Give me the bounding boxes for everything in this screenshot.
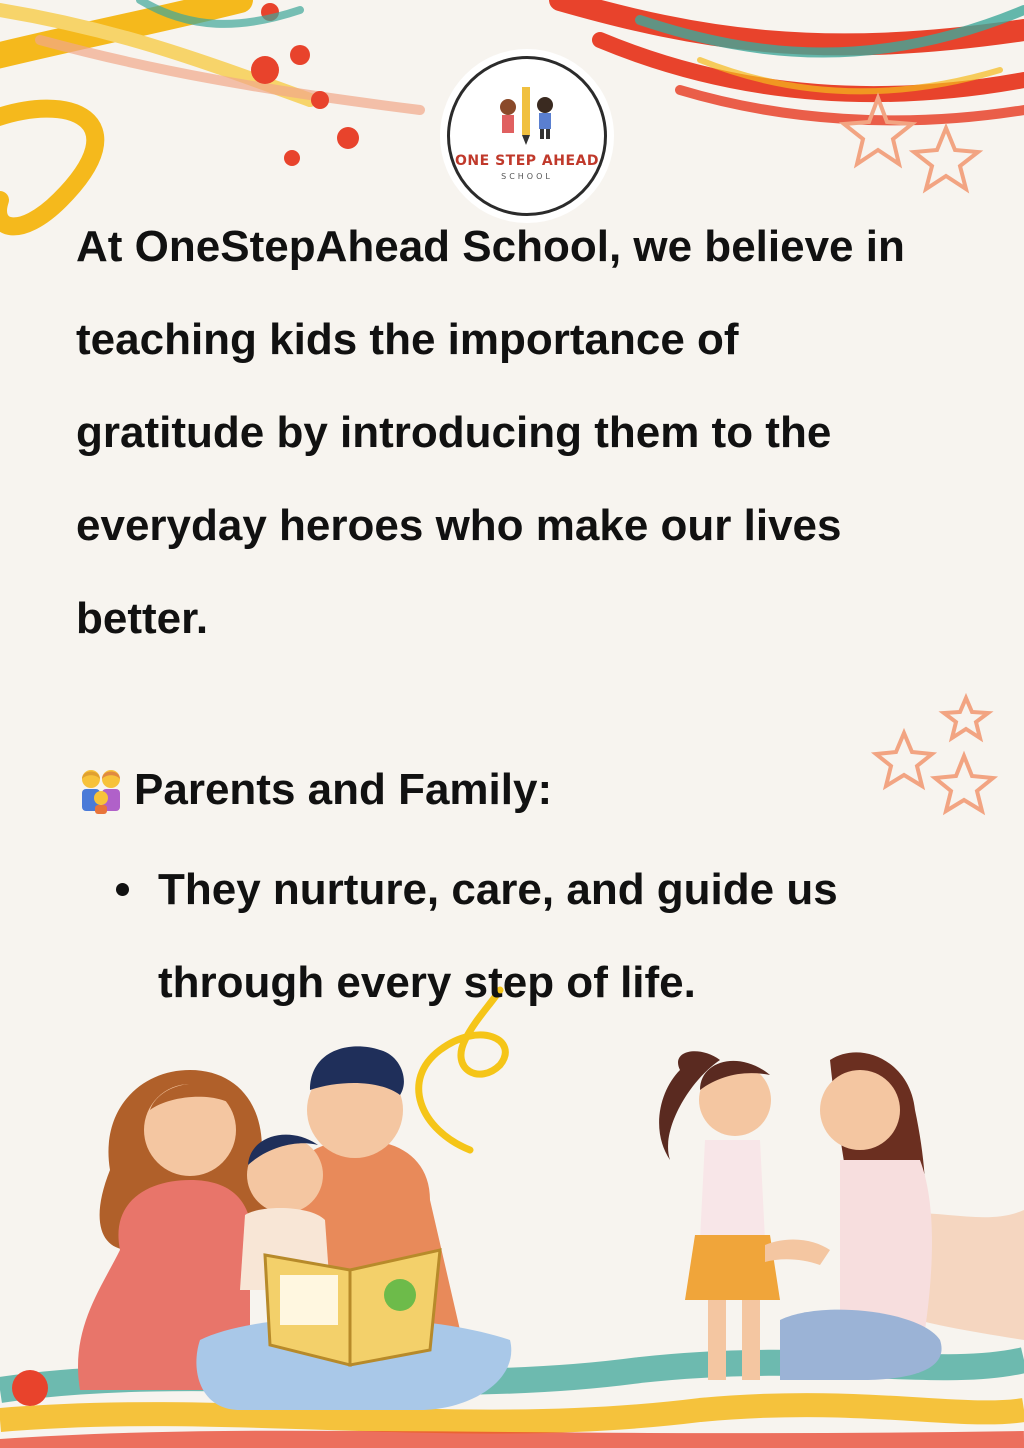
school-logo xyxy=(447,56,607,216)
logo-subtitle: SCHOOL xyxy=(501,172,553,181)
section-heading xyxy=(76,758,552,822)
bullet-list xyxy=(110,843,940,1029)
list-item xyxy=(110,843,940,1029)
family-emoji-icon xyxy=(76,765,126,815)
bullet-text: They nurture, care, and guide us through every step of life. xyxy=(158,865,838,1007)
logo-name: ONE STEP AHEAD xyxy=(455,153,599,169)
bullet-dot xyxy=(116,883,129,896)
section-heading-label: Parents and Family: xyxy=(134,765,553,814)
kids-pencil-icon xyxy=(450,59,604,213)
intro-paragraph: At OneStepAhead School, we believe in teaching kids the importance of gratitude by introducing them to the everyday heroes who make our lives better. xyxy=(76,222,905,643)
